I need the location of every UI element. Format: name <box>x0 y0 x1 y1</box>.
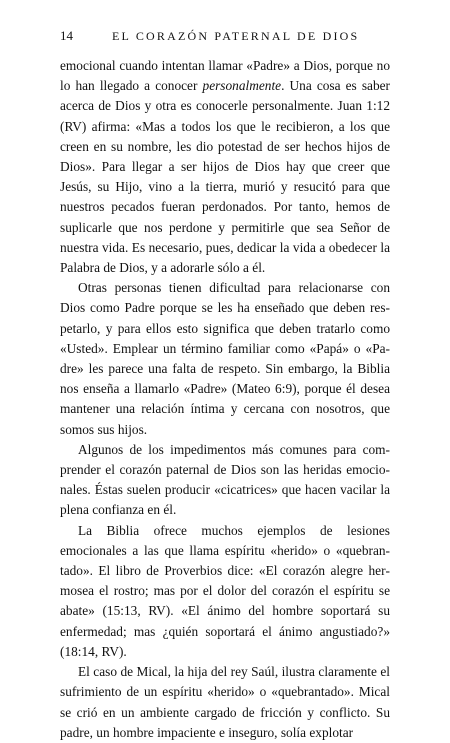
body-text <box>60 56 390 743</box>
page-number: 14 <box>60 28 73 43</box>
paragraph: La Biblia ofrece muchos ejemplos de lesiones emocionales a las que llama espíritu «herido» o «quebrantado». El libro de Proverbios dice: «El corazón alegre hermosea el rostro; mas por el dolor del corazón el espíritu se abate» (15:13, RV). «El ánimo del hombre soportará su enfermedad; mas ¿quién soportará el ánimo angustiado?» (18:14, RV). <box>60 522 390 659</box>
paragraph: El caso de Mical, la hija del rey Saúl, ilustra claramente el sufrimiento de un espíritu «herido» o «quebrantado». Mical se crió en un ambiente cargado de fricción y conflicto. Su padre, un hombre impaciente e inseguro, solía explotar <box>60 664 390 740</box>
paragraph-text-before: emocional cuando intentan llamar «Padre» a Dios, porque no lo han llegado a conocer <box>60 58 390 94</box>
paragraph-continued <box>60 56 390 278</box>
paragraph: Otras personas tienen dificultad para relacionarse con Dios como Padre porque se les ha enseñado que deben respetarlo, y para ellos esto significa que deben tratarlo como «Usted». Emplear un término familiar como «Papá» o «Padre» les parece una falta de respeto. Sin embargo, la Biblia nos enseña a llamarlo «Padre» (Mateo 6:9), porque él desea mantener una relación íntima y cercana con nosotros, que somos sus hijos. <box>60 280 390 437</box>
paragraph-text-after: . Una cosa es saber acerca de Dios y otra es conocerle personalmente. Juan 1:12 (RV) afirma: «Mas a todos los que le recibieron, a los que creen en su nombre, les dio potestad de ser hechos hijos de Dios». Para llegar a ser hijos de Dios hay que creer que Jesús, su Hijo, vino a la tierra, murió y resucitó para que nuestros pecados fueran perdonados. Por tanto, hemos de suplicarle que nos perdone y permitirle que sea Señor de nuestra vida. Es necesario, pues, dedicar la vida a obedecer la Palabra de Dios, y a adorarle sólo a él. <box>60 78 390 276</box>
running-head: EL CORAZÓN PATERNAL DE DIOS <box>112 29 360 43</box>
paragraph: Algunos de los impedimentos más comunes para comprender el corazón paternal de Dios son las heridas emocionales. Éstas suelen producir «cicatrices» que hacen vacilar la plena confianza en él. <box>60 441 390 518</box>
page-header <box>60 28 390 44</box>
emphasis-personalmente: personalmente <box>202 78 282 94</box>
